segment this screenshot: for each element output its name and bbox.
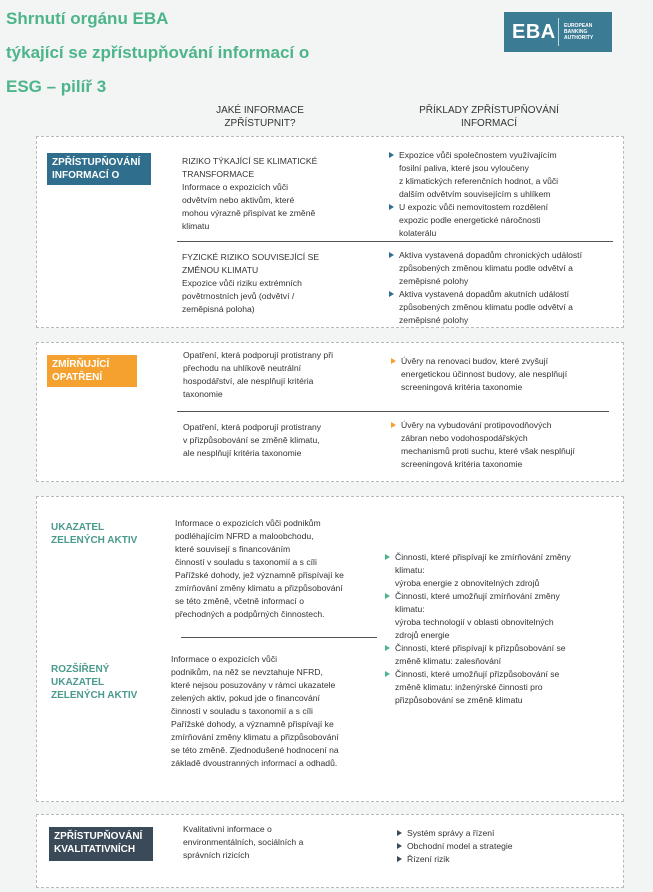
mitigating-example-1: [389, 355, 619, 394]
list-item: Systém správy a řízení: [395, 827, 615, 840]
list-item: Činnosti, které přispívají ke zmírňování změny klimatu: výroba energie z obnovitelných zdrojů: [383, 551, 619, 590]
btar-desc: Informace o expozicích vůči podnikům, na něž se nevztahuje NFRD, které nejsou posuzovány v rámci ukazatele zelených aktiv, pokud jde o financování činností v souladu s taxonomií a s cíli Pařížské dohody, a významně přispívají ke zmírňování změny klimatu a přizpůsobování se této změně. Zjednodušené hodnocení na základě dvoustranných informací a odhadů.: [171, 654, 339, 768]
list-item: Obchodní model a strategie: [395, 840, 615, 853]
green-asset-ratio-desc: Informace o expozicích vůči podnikům podléhajícím NFRD a maloobchodu, které souvisejí s financováním činností v souladu s taxonomií a s cíli Pařížské dohody, jež významně přispívají ke zmírňování změny klimatu a přizpůsobování se této změně, včetně informací o přechodných a podpůrných činnostech.: [175, 518, 344, 619]
panel-green-asset-ratio: [36, 496, 624, 802]
mitigating-example-2: [389, 419, 619, 471]
column-heading-what: JAKÉ INFORMACE ZPŘÍSTUPNIT?: [216, 105, 304, 129]
list-item: Činnosti, které umožňují přizpůsobování se změně klimatu: inženýrské činnosti pro přizpůsobování se změně klimatu: [383, 668, 619, 707]
qualitative-examples: [395, 827, 615, 866]
physical-examples: [387, 249, 619, 327]
qualitative-desc: Kvalitativní informace o environmentálních, sociálních a správních rizicích: [183, 824, 304, 860]
green-examples: [383, 551, 619, 707]
list-item: Úvěry na vybudování protipovodňových zábran nebo vodohospodářských mechanismů proti suchu, které však nesplňují screeningová kritéria taxonomie: [389, 419, 619, 471]
panel-mitigating: [36, 342, 624, 482]
tag-disclosure: ZPŘÍSTUPŇOVÁNÍ INFORMACÍ O: [47, 153, 151, 185]
physical-risk: FYZICKÉ RIZIKO SOUVISEJÍCÍ SE ZMĚNOU KLIMATU Expozice vůči riziku extrémních povětrnostních jevů (odvětví / zeměpisná poloha): [182, 252, 320, 314]
list-item: Aktiva vystavená dopadům chronických událostí způsobených změnou klimatu podle odvětví a zeměpisné polohy: [387, 249, 619, 288]
list-item: Úvěry na renovaci budov, které zvyšují energetickou účinnost budovy, ale nesplňují screeningová kritéria taxonomie: [389, 355, 619, 394]
tag-green-asset-ratio: UKAZATEL ZELENÝCH AKTIV: [51, 522, 138, 546]
tag-mitigating: ZMÍRŇUJÍCÍ OPATŘENÍ: [47, 355, 137, 387]
mitigating-desc-2: Opatření, která podporují protistrany v přizpůsobování se změně klimatu, ale nesplňují kritéria taxonomie: [183, 422, 322, 458]
column-heading-examples: PŘÍKLADY ZPŘÍSTUPŇOVÁNÍ INFORMACÍ: [419, 105, 559, 129]
list-item: Aktiva vystavená dopadům akutních událostí způsobených změnou klimatu podle odvětví a zeměpisné polohy: [387, 288, 619, 327]
panel-disclosure: [36, 136, 624, 328]
list-item: U expozic vůči nemovitostem rozdělení expozic podle energetické náročnosti kolaterálu: [387, 201, 619, 240]
document-title: Shrnutí orgánu EBA týkající se zpřístupňování informací o ESG – pilíř 3: [6, 9, 310, 96]
transition-examples: [387, 149, 619, 240]
divider: [177, 241, 613, 242]
mitigating-desc-1: Opatření, která podporují protistrany při přechodu na uhlíkově neutrální hospodářství, ale nesplňují kritéria taxonomie: [183, 350, 333, 399]
transition-risk: RIZIKO TÝKAJÍCÍ SE KLIMATICKÉ TRANSFORMACE Informace o expozicích vůči odvětvím nebo aktivům, které mohou výrazně přispívat ke změně klimatu: [182, 156, 318, 231]
panel-qualitative: [36, 814, 624, 888]
divider: [181, 637, 377, 638]
list-item: Činnosti, které umožňují zmírňování změny klimatu: výroba technologií v oblasti obnovitelných zdrojů energie: [383, 590, 619, 642]
eba-logo: EBA EUROPEAN BANKING AUTHORITY: [504, 12, 612, 52]
list-item: Expozice vůči společnostem využívajícím fosilní paliva, které jsou vyloučeny z klimatických referenčních hodnot, a vůči dalším odvětvím souvisejícím s uhlíkem: [387, 149, 619, 201]
tag-qualitative: ZPŘÍSTUPŇOVÁNÍ KVALITATIVNÍCH: [49, 827, 153, 861]
tag-btar: ROZŠÍŘENÝ UKAZATEL ZELENÝCH AKTIV: [51, 664, 138, 701]
divider: [177, 411, 609, 412]
list-item: Činnosti, které přispívají k přizpůsobování se změně klimatu: zalesňování: [383, 642, 619, 668]
list-item: Řízení rizik: [395, 853, 615, 866]
